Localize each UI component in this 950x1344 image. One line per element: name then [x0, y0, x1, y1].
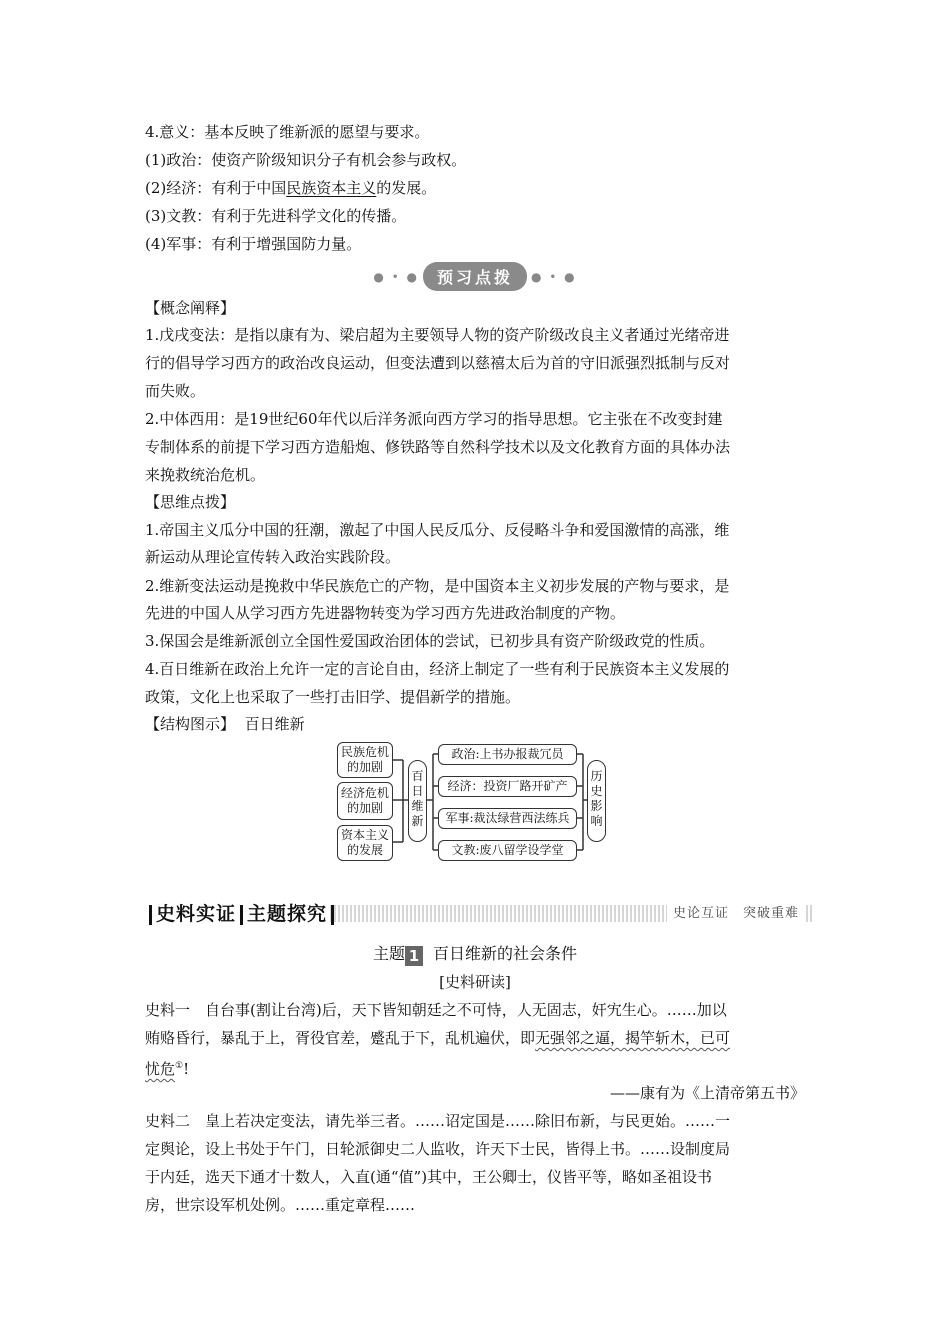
meaning-title: 4.意义：基本反映了维新派的愿望与要求。 — [145, 123, 430, 141]
underlined-term: 民族资本主义 — [286, 179, 377, 197]
concept-line: 1.戊戌变法：是指以康有为、梁启超为主要领导人物的资产阶级改良主义者通过光绪帝进 — [145, 326, 730, 344]
meaning-economy: (2)经济：有利于中国民族资本主义的发展。 — [145, 179, 437, 197]
thinking-heading: 【思维点拨】 — [145, 493, 236, 511]
structure-subject: 百日维新 — [244, 715, 305, 733]
wavy-underlined-text: 忧危 — [145, 1060, 176, 1078]
section-title: 史料实证 主题探究 — [145, 900, 338, 928]
structure-heading: 【结构图示】 百日维新 — [145, 715, 305, 733]
source2-line: 定舆论，设上书处于午门，日轮派御史二人监收，许天下士民，皆得上书。……设制度局 — [145, 1140, 731, 1158]
thinking-line: 1.帝国主义瓜分中国的狂潮，激起了中国人民反瓜分、反侵略斗争和爱国激情的高涨，维 — [145, 521, 730, 539]
cause-box-capitalism: 资本主义 的发展 — [337, 825, 393, 861]
source1-line: 史料一 自台事(割让台湾)后，天下皆知朝廷之不可恃，人无固志，奸宄生心。……加以 — [145, 1001, 727, 1019]
wavy-underlined-text: 无强邻之逼，揭竿斩木，已可 — [535, 1029, 731, 1047]
thinking-line: 先进的中国人从学习西方先进器物转变为学习西方先进政治制度的产物。 — [145, 604, 626, 622]
preview-banner — [0, 262, 950, 290]
footnote-marker: ① — [175, 1061, 184, 1071]
source2-line: 房，世宗设军机处例。……重定章程…… — [145, 1196, 416, 1214]
topic-heading: 主题 1 百日维新的社会条件 — [372, 944, 578, 965]
concept-line: 2.中体西用：是19世纪60年代以后洋务派向西方学习的指导思想。它主张在不改变封建 — [145, 410, 723, 428]
section-bar — [145, 900, 813, 928]
source1-line: 贿赂昏行，暴乱于上，胥役官差，蹙乱于下，乱机遍伏，即无强邻之逼，揭竿斩木，已可 — [145, 1029, 731, 1047]
thinking-line: 2.维新变法运动是挽救中华民族危亡的产物，是中国资本主义初步发展的产物与要求，是 — [145, 577, 730, 595]
meaning-culture: (3)文教：有利于先进科学文化的传播。 — [145, 207, 407, 225]
impact-box: 历 史 影 响 — [587, 760, 606, 842]
measure-box-culture: 文教:废八留学设学堂 — [438, 840, 577, 861]
source2-line: 史料二 皇上若决定变法，请先举三者。……诏定国是……除旧布新，与民更始。……一 — [145, 1112, 731, 1130]
section-subtitle: 史论互证 突破重难 — [667, 905, 805, 922]
source1-attribution: ——康有为《上清帝第五书》 — [609, 1084, 805, 1102]
thinking-line: 政策，文化上也采取了一些打击旧学、提倡新学的措施。 — [145, 688, 521, 706]
banner-dots-left: ● • ● — [373, 269, 419, 284]
concept-heading: 【概念阐释】 — [145, 299, 236, 317]
cause-box-national-crisis: 民族危机 的加剧 — [337, 742, 393, 778]
center-box-hundred-days: 百 日 维 新 — [408, 760, 427, 842]
source2-line: 于内廷，选天下通才十数人，入直(通“值”)其中，王公卿士，仪皆平等，略如圣祖设书 — [145, 1168, 713, 1186]
thinking-line: 4.百日维新在政治上允许一定的言论自由，经济上制定了一些有利于民族资本主义发展的 — [145, 660, 730, 678]
cause-box-economic-crisis: 经济危机 的加剧 — [337, 782, 393, 820]
concept-line: 行的倡导学习西方的政治改良运动，但变法遭到以慈禧太后为首的守旧派强烈抵制与反对 — [145, 354, 731, 372]
topic-number-badge: 1 — [405, 946, 423, 966]
structure-diagram — [335, 738, 615, 864]
source1-line: 忧危①! — [145, 1060, 190, 1078]
topic-subheading: [史料研读] — [439, 973, 511, 991]
meaning-politics: (1)政治：使资产阶级知识分子有机会参与政权。 — [145, 151, 467, 169]
meaning-military: (4)军事：有利于增强国防力量。 — [145, 235, 362, 253]
measure-box-military: 军事:裁汰绿营西法练兵 — [438, 808, 577, 829]
thinking-line: 新运动从理论宣传转入政治实践阶段。 — [145, 548, 401, 566]
banner-label: 预习点拨 — [423, 262, 527, 291]
measure-box-politics: 政治:上书办报裁冗员 — [438, 744, 577, 765]
concept-line: 来挽救统治危机。 — [145, 466, 266, 484]
concept-line: 专制体系的前提下学习西方造船炮、修铁路等自然科学技术以及文化教育方面的具体办法 — [145, 438, 731, 456]
measure-box-economy: 经济：投资厂路开矿产 — [438, 776, 577, 797]
thinking-line: 3.保国会是维新派创立全国性爱国政治团体的尝试，已初步具有资产阶级政党的性质。 — [145, 632, 715, 650]
topic-title: 百日维新的社会条件 — [433, 944, 578, 963]
concept-line: 而失败。 — [145, 382, 206, 400]
banner-dots-right: ● • ● — [531, 269, 577, 284]
